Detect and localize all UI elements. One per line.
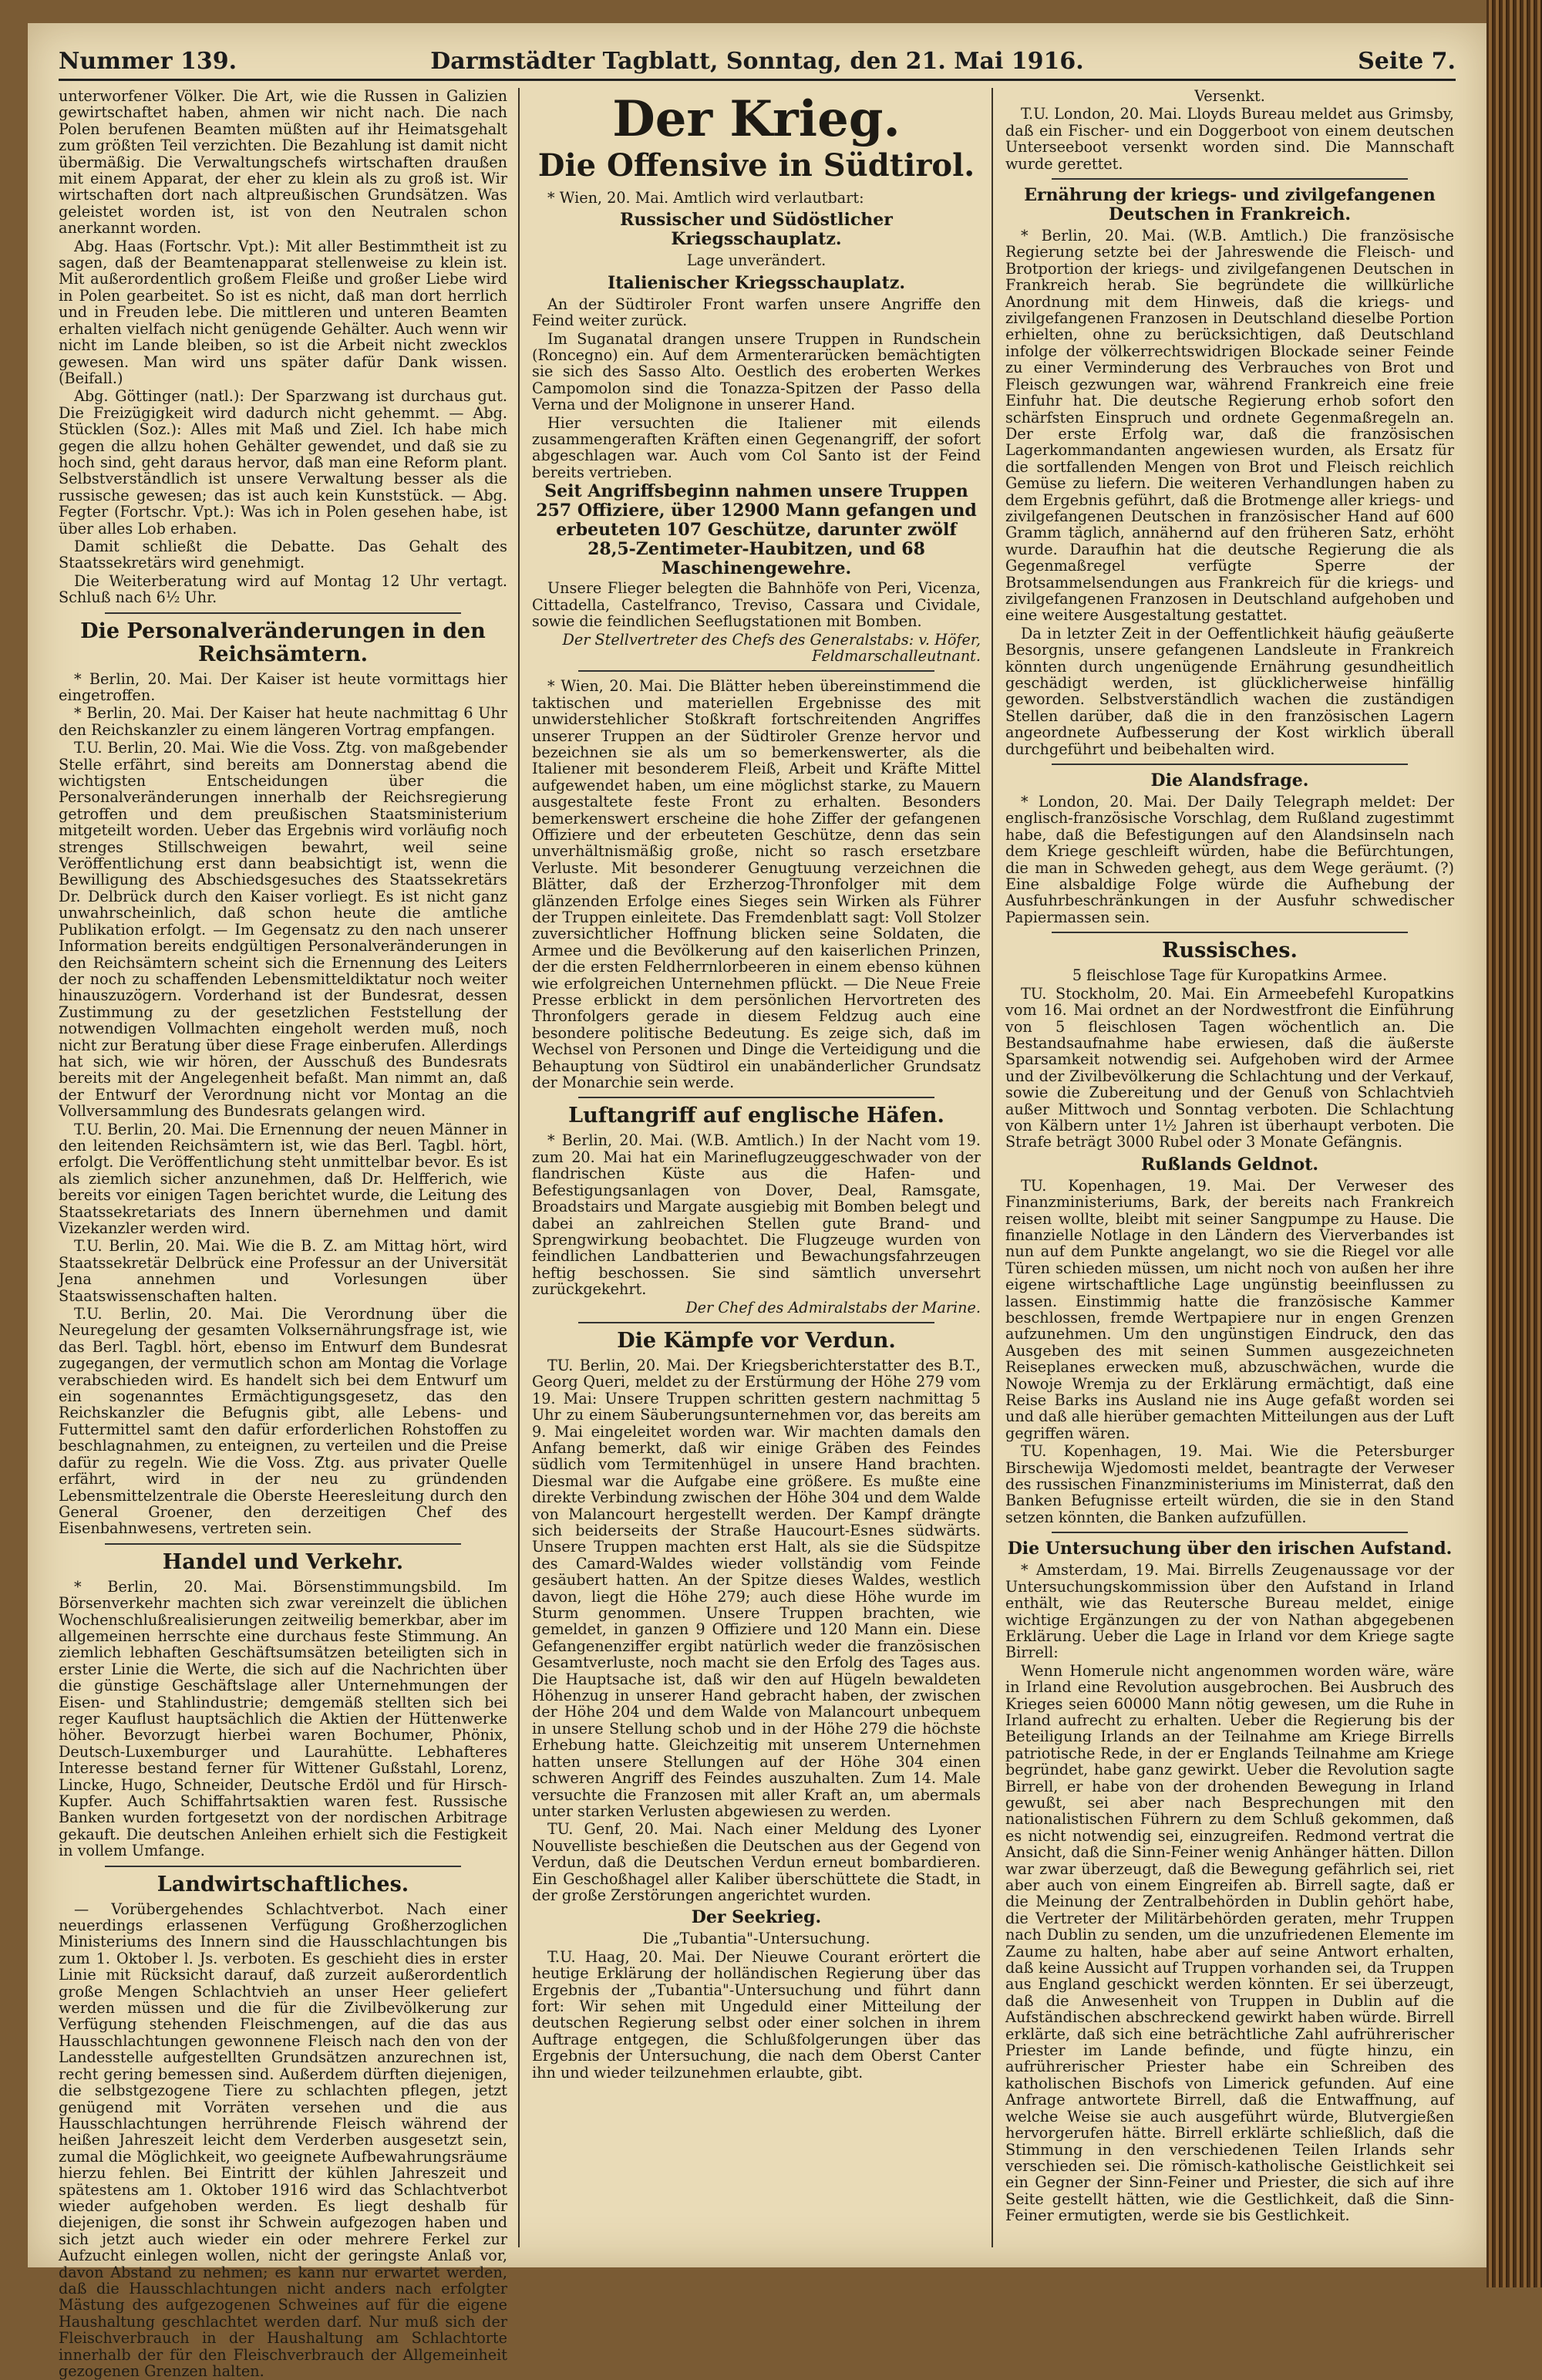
headline-verdun: Die Kämpfe vor Verdun. — [617, 1328, 896, 1353]
headline-aland: Die Alandsfrage. — [1150, 770, 1309, 791]
paragraph: Damit schließt die Debatte. Das Gehalt des Staatssekretärs wird genehmigt. — [59, 537, 507, 572]
column-3 — [1005, 88, 1454, 2247]
paragraph: * Amsterdam, 19. Mai. Birrells Zeugenaussage vor der Untersuchungskommission über den Aufstand in Irland enthält, wie das Reutersche Bureau meldet, einige wichtige Ergänzungen zu der von Nathan abgegebenen Erklärung. Ueber die Lage in Irland vor dem Kriege sagte Birrell: — [1005, 1561, 1454, 1662]
headline-eastern-front: Russischer und Südöstlicher Kriegsschauplatz. — [620, 210, 893, 250]
paragraph: * London, 20. Mai. Der Daily Telegraph meldet: Der englisch-französische Vorschlag, dem Rußland zugestimmt habe, daß die Befestigungen auf den Alandsinseln nach dem Kriege geschleift würden, habe die Befürchtungen, die man in Schweden gehegt, aus dem Wege geräumt. (?) Eine alsbaldige Folge würde die Aufhebung der Ausfuhrbeschränkungen in der Ausfuhr schwedischer Papiermassen sein. — [1005, 793, 1454, 926]
paragraph: * Berlin, 20. Mai. Der Kaiser hat heute nachmittag 6 Uhr den Reichskanzler zu einem längeren Vortrag empfangen. — [59, 704, 507, 739]
paragraph: * Berlin, 20. Mai. (W.B. Amtlich.) In der Nacht vom 19. zum 20. Mai hat ein Marineflugzeuggeschwader von der flandrischen Küste aus die Hafen- und Befestigungsanlagen von Dover, Deal, Ramsgate, Broadstairs und Margate ausgiebig mit Bomben belegt und dabei an zahlreichen Stellen gute Brand- und Sprengwirkung beobachtet. Die Flugzeuge wurden von feindlichen Landbatterien und Bewachungsfahrzeugen heftig beschossen. Sie sind sämtlich unversehrt zurückgekehrt. — [532, 1131, 981, 1299]
divider — [1052, 764, 1408, 765]
headline-prisoner-food: Ernährung der kriegs- und zivilgefangenen Deutschen in Frankreich. — [1024, 185, 1436, 225]
signature: Der Stellvertreter des Chefs des Generalstabs: v. Höfer, Feldmarschalleutnant. — [562, 630, 981, 665]
paragraph: * Berlin, 20. Mai. Der Kaiser ist heute vormittags hier eingetroffen. — [59, 669, 507, 704]
paragraph: TU. Kopenhagen, 19. Mai. Wie die Petersburger Birschewija Wjedomosti meldet, beantragte der Verweser des russischen Finanzministeriums im Ministerrat, daß den Banken Befugnisse erteilt würden, die sie in den Stand setzen könnten, die Banken aufzufüllen. — [1005, 1442, 1454, 1526]
signature: Der Chef des Admiralstabs der Marine. — [685, 1298, 981, 1316]
paragraph: T.U. London, 20. Mai. Lloyds Bureau meldet aus Grimsby, daß ein Fischer- und ein Doggerboot von einem deutschen Unterseeboot versenkt worden sind. Die Mannschaft wurde gerettet. — [1005, 105, 1454, 173]
divider — [578, 1097, 934, 1098]
paragraph: An der Südtiroler Front warfen unsere Angriffe den Feind weiter zurück. — [532, 295, 981, 330]
divider — [1052, 178, 1408, 180]
paragraph: TU. Berlin, 20. Mai. Der Kriegsberichterstatter des B.T., Georg Queri, meldet zu der Erstürmung der Höhe 279 vom 19. Mai: Unsere Truppen schritten gestern nachmittag 5 Uhr zu einem Säuberungsunternehmen vor, das bereits am 9. Mai eingeleitet worden war. Wir machten damals den Anfang bemerkt, daß wir einige Gräben des Feindes südlich vom Termitenhügel in unsere Hand brachten. Diesmal war die Aufgabe eine größere. Es mußte eine direkte Verbindung zwischen der Höhe 304 und dem Walde von Malancourt hergestellt werden. Der Kampf drängte sich beiderseits der Straße Haucourt-Esnes südwärts. Unsere Truppen machten erst Halt, als sie die Südspitze des Camard-Waldes wieder vollständig vom Feinde gesäubert hatten. An der Spitze dieses Waldes, westlich davon, liegt die Höhe 279; auch diese Höhe wurde im Sturm genommen. Unsere Truppen brachten, wie gemeldet, in ganzen 9 Offiziere und 120 Mann ein. Diese Gefangenenziffer ergibt natürlich weder die französischen Gesamtverluste, noch macht sie den Erfolg des Tages aus. Die Hauptsache ist, daß wir den auf Hügeln bewaldeten Höhenzug in unserer Hand gebracht haben, der zwischen der Höhe 204 und dem Walde von Malancourt unbequem in unsere Stellung schob und in der Höhe 279 die höchste Erhebung hatte. Gleichzeitig mit unserem Unternehmen hatten unsere Stellungen auf der Höhe 304 einen schweren Angriff des Feindes auszuhalten. Zum 14. Male versuchte die Franzosen mit aller Kraft an, um abermals unter starken Verlusten abgewiesen zu werden. — [532, 1356, 981, 1820]
paragraph: * Berlin, 20. Mai. Börsenstimmungsbild. Im Börsenverkehr machten sich zwar vereinzelt die üblichen Wochenschlußrealisierungen zeitweilig bemerkbar, aber im allgemeinen herrschte eine durchaus feste Stimmung. An ziemlich lebhaften Geschäftsumsätzen beteiligten sich in erster Linie die Werte, die sich auf die Nachrichten über die günstige Geschäftslage aller Unternehmungen der Eisen- und Stahlindustrie; demgemäß stellten sich bei reger Kauflust hauptsächlich die Aktien der Hüttenwerke höher. Bevorzugt hierbei waren Bochumer, Phönix, Deutsch-Luxemburger und Laurahütte. Lebhafteres Interesse bestand ferner für Wittener Gußstahl, Lorenz, Lincke, Hugo, Schneider, Deutsche Erdöl und für Hirsch-Kupfer. Auch Schiffahrtsaktien waren fest. Russische Banken wurden fortgesetzt von der nordischen Arbitrage gekauft. Die deutschen Anleihen erhielt sich die Festigkeit in vollem Umfange. — [59, 1577, 507, 1860]
headline-trade: Handel und Verkehr. — [162, 1549, 404, 1574]
headline-irish-uprising: Die Untersuchung über den irischen Aufstand. — [1007, 1539, 1453, 1559]
headline-agriculture: Landwirtschaftliches. — [157, 1872, 409, 1896]
paragraph: * Berlin, 20. Mai. (W.B. Amtlich.) Die französische Regierung setzte bei der Jahreswende die Fleisch- und Brotportion der kriegs- und zivilgefangenen Deutschen in Frankreich herab. Sie begründete die willkürliche Anordnung mit dem Hinweis, daß die kriegs- und zivilgefangenen Franzosen in Deutschland dieselbe Portion erhielten, ohne zu berücksichtigen, daß Deutschland infolge der völkerrechtswidrigen Blockade seiner Feinde zu einer Verminderung des Verbrauches von Brot und Fleisch gezwungen war, während Frankreich eine freie Einfuhr hat. Die deutsche Regierung erhob sofort den schärfsten Einspruch und ordnete Gegenmaßregeln an. Der erste Erfolg war, daß die französischen Lagerkommandanten angewiesen wurden, als Ersatz für die sortfallenden Mengen von Brot und Fleisch reichlich Gemüse zu liefern. Die weiteren Verhandlungen haben zu dem Ergebnis geführt, daß die Brotmenge aller kriegs- und zivilgefangenen Deutschen in französischer Hand auf 600 Gramm täglich, annähernd auf den früheren Satz, erhöht wurde. Daraufhin hat die deutsche Regierung die als Gegenmaßregel verfügte Sperre der Brotsammelsendungen aus Frankreich für die kriegs- und zivilgefangenen Franzosen in Deutschland aufgehoben und eine weitere Ausgestaltung gestattet. — [1005, 227, 1454, 625]
paragraph: Abg. Göttinger (natl.): Der Sparzwang ist durchaus gut. Die Freizügigkeit wird dadurch nicht gehemmt. — Abg. Stücklen (Soz.): Alles mit Maß und Ziel. Ich habe mich gegen die allzu hohen Gehälter gewendet, und daß sie zu hoch sind, geht daraus hervor, daß man eine Reform plant. Selbstverständlich ist unsere Verwaltung besser als die russische gewesen; das ist auch kein Kunststück. — Abg. Fegter (Fortschr. Vpt.): Was ich in Polen gesehen habe, ist über alles Lob erhaben. — [59, 387, 507, 538]
paragraph: T.U. Haag, 20. Mai. Der Nieuwe Courant erörtert die heutige Erklärung der holländischen Regierung über das Ergebnis der „Tubantia"-Untersuchung und führt dann fort: Wir sehen mit Ungeduld einer Mitteilung der deutschen Regierung selbst oder einer solchen in ihrem Auftrage entgegen, die Schlußfolgerungen über das Ergebnis der Untersuchung, die nach dem Oberst Canter ihn und wieder teilzunehmen erlaubte, gibt. — [532, 1947, 981, 2082]
highlight-paragraph: Seit Angriffsbeginn nahmen unsere Truppen 257 Offiziere, über 12900 Mann gefangen und erbeuteten 107 Geschütze, darunter zwölf 28,5-Zentimeter-Haubitzen, und 68 Maschinengewehre. — [536, 481, 977, 579]
page-header — [59, 42, 1456, 81]
paragraph: — Vorübergehendes Schlachtverbot. Nach einer neuerdings erlassenen Verfügung Großherzoglichen Ministeriums des Innern sind die Hausschlachtungen bis zum 1. Oktober l. Js. verboten. Es geschieht dies in erster Linie mit Rücksicht darauf, daß zurzeit außerordentlich große Mengen Schlachtvieh an unser Heer geliefert werden müssen und die für die Zivilbevölkerung zur Verfügung stehenden Fleischmengen, auf die das aus Hausschlachtungen gewonnene Fleisch nach den von der Landesstelle aufgestellten Grundsätzen anzurechnen ist, recht gering bemessen sind. Außerdem dürften diejenigen, die selbstgezogene Tiere zu schlachten pflegen, jetzt genügend mit Vorräten versehen und die aus Hausschlachtungen herrührende Fleisch während der heißen Jahreszeit leicht dem Verderben ausgesetzt sein, zumal die Möglichkeit, wo geeignete Aufbewahrungsräume hierzu fehlen. Bei Eintritt der kühlen Jahreszeit und spätestens am 1. Oktober 1916 wird das Schlachtverbot wieder aufgehoben werden. Es liegt deshalb für diejenigen, die sonst ihr Schwein aufgezogen haben und sich jetzt auch wieder ein oder mehrere Ferkel zur Aufzucht einlegen wollen, nicht der geringste Anlaß vor, davon Abstand zu nehmen; es kann nur erwartet werden, daß die Hausschlachtungen nicht anders nach erfolgter Mästung des aufgezogenen Schweines auf für die eigene Haushaltung geschlachtet werden darf. Nur muß sich der Fleischverbrauch in der Haushaltung am Schlachtorte innerhalb der für den Fleischverbrauch der Allgemeinheit gezogenen Grenzen halten. — [59, 1900, 507, 2380]
paragraph: Unsere Flieger belegten die Bahnhöfe von Peri, Vicenza, Cittadella, Castelfranco, Treviso, Cassara und Cividale, sowie die feindlichen Seeflugstationen mit Bomben. — [532, 579, 981, 631]
paragraph: unterworfener Völker. Die Art, wie die Russen in Galizien gewirtschaftet haben, ahmen wir nicht nach. Die nach Polen berufenen Beamten müßten auf ihr Heimatsgehalt zum größten Teil verzichten. Die Bezahlung ist damit nicht übermäßig. Die Verwaltungschefs wirtschaften draußen mit einem Apparat, der eher zu klein als zu groß ist. Wir wirtschaften dort nach altpreußischen Grundsätzen. Was geleistet worden ist, ist von den Neutralen schon anerkannt worden. — [59, 87, 507, 238]
divider — [1052, 1532, 1408, 1533]
book-binding — [1486, 0, 1542, 2287]
paragraph: T.U. Berlin, 20. Mai. Die Verordnung über die Neuregelung der gesamten Volksernährungsfrage ist, wie das Berl. Tagbl. hört, ebenso im Entwurf dem Bundesrat zugegangen, der vermutlich schon am Montag die Vorlage verabschieden wird. Es handelt sich bei dem Entwurf um ein sogenanntes Ermächtigungsgesetz, das den Reichskanzler die Befugnis gibt, alle Lebens- und Futtermittel samt den dafür erforderlichen Rohstoffen zu beschlagnahmen, zu enteignen, zu verteilen und die Preise dafür zu regeln. Wie die Voss. Ztg. aus privater Quelle erfährt, wird in der neu zu gründenden Lebensmittelzentrale die Oberste Heeresleitung durch den General Groener, den derzeitigen Chef des Eisenbahnwesens, vertreten sein. — [59, 1305, 507, 1538]
divider — [105, 612, 461, 614]
paragraph: T.U. Berlin, 20. Mai. Die Ernennung der neuen Männer in den leitenden Reichsämtern ist, wie das Berl. Tagbl. hört, erfolgt. Die Veröffentlichung steht unmittelbar bevor. Es ist als ziemlich sicher anzunehmen, daß Dr. Helfferich, wie bereits vor einigen Tagen berichtet wurde, die Leitung des Staatssekretariats des Innern übernehmen und damit Vizekanzler werden wird. — [59, 1120, 507, 1237]
paragraph: Da in letzter Zeit in der Oeffentlichkeit häufig geäußerte Besorgnis, unsere gefangenen Landsleute in Frankreich könnten durch ungenügende Ernährung gesundheitlich geschädigt werden, ist glücklicherweise hinfällig geworden. Selbstverständlich wachen die zuständigen Stellen darüber, daß die in den französischen Lagern angeordnete Aufbesserung der Kost wirklich überall durchgeführt und beibehalten wird. — [1005, 624, 1454, 758]
divider — [105, 1543, 461, 1545]
paragraph: Hier versuchten die Italiener mit eilends zusammengeraften Kräften einen Gegenangriff, der sofort abgeschlagen war. Auch vom Col Santo ist der Feind bereits vertrieben. — [532, 413, 981, 481]
subheading: Die „Tubantia"-Untersuchung. — [642, 1930, 870, 1948]
paragraph: T.U. Berlin, 20. Mai. Wie die Voss. Ztg. von maßgebender Stelle erfährt, sind bereits am Donnerstag abend die wichtigsten Entscheidungen über die Personalveränderungen innerhalb der Reichsregierung getroffen und dem preußischen Staatsministerium mitgeteilt worden. Ueber das Ergebnis wird vorläufig noch strenges Stillschweigen bewahrt, weil seine Veröffentlichung erst dann beabsichtigt ist, wenn die Bewilligung des Abschiedsgesuches des Staatssekretärs Dr. Delbrück durch den Kaiser vorliegt. Es ist nicht ganz unwahrscheinlich, daß schon heute die amtliche Publikation erfolgt. — Im Gegensatz zu den nach unserer Information bereits endgültigen Personalveränderungen in den Reichsämtern scheint sich die Ernennung des Leiters der noch zu schaffenden Lebensmitteldiktatur noch weiter hinauszuzögern. Vorderhand ist der Bundesrat, dessen Zustimmung zu der gesetzlichen Feststellung der notwendigen Vollmachten eingeholt werden muß, noch nicht zur Beratung über diese Frage einberufen. Allerdings hat sich, wie wir hören, der Ausschuß des Bundesrats bereits mit der Angelegenheit befaßt. Man nimmt an, daß der Entwurf der Verordnung nicht vor Montag an die Vollversammlung des Bundesrats gelangen wird. — [59, 739, 507, 1121]
newspaper-page — [28, 23, 1486, 2380]
paragraph: * Wien, 20. Mai. Die Blätter heben übereinstimmend die taktischen und materiellen Ergebnisse des mit unwiderstehlicher Stoßkraft fortschreitenden Angriffes unserer Truppen an der Südtiroler Grenze hervor und bezeichnen sie als um so bemerkenswerter, als die Italiener mit besonderem Fleiß, Arbeit und Kräfte Mittel aufgewendet haben, um eine möglichst starke, zu Mauern ausgestaltete feste Front zu erhalten. Besonders bemerkenswert erscheine die hohe Ziffer der gefangenen Offiziere und der erbeuteten Geschütze, denn das sein unverhältnismäßig große, nicht so rasch ersetzbare Verluste. Mit besonderer Genugtuung verzeichnen die Blätter, daß der Erzherzog-Thronfolger mit dem glänzenden Erfolge eines Sieges sein Wirken als Führer der Truppen einleitete. Das Fremdenblatt sagt: Voll Stolzer zuversichtlicher Hoffnung blicken seine Soldaten, die Armee und die Bevölkerung auf den kaiserlichen Prinzen, der die ersten Feldherrnlorbeeren in einem ebenso kühnen wie erfolgreichen Unternehmen pflückt. — Die Neue Freie Presse erblickt in dem persönlichen Hervortreten des Thronfolgers gerade in diesem Feldzug auch eine besondere politische Bedeutung. Es zeige sich, daß im Wechsel von Personen und Dinge die Verteidigung und die Behauptung von Südtirol ein unabänderlicher Grundsatz der Monarchie sein werde. — [532, 677, 981, 1092]
paragraph: T.U. Berlin, 20. Mai. Wie die B. Z. am Mittag hört, wird Staatssekretär Delbrück eine Professur an der Universität Jena annehmen und Vorlesungen über Staatswissenschaften halten. — [59, 1237, 507, 1305]
column-1 — [59, 87, 507, 2380]
column-2 — [532, 88, 981, 2247]
headline-russian: Russisches. — [1162, 939, 1298, 963]
issue-number: Nummer 139. — [59, 48, 237, 75]
page-number: Seite 7. — [1358, 48, 1456, 75]
masthead-date: Darmstädter Tagblatt, Sonntag, den 21. Mai 1916. — [430, 48, 1084, 75]
divider — [105, 1866, 461, 1867]
paragraph: TU. Kopenhagen, 19. Mai. Der Verweser des Finanzministeriums, Bark, der bereits nach Frankreich reisen wollte, bleibt mit seiner Sangpumpe zu Hause. Die finanzielle Notlage in den Ländern des Vierverbandes ist nun auf dem Punkte angelangt, wo sie die Riegel vor alle Türen schieden müssen, um nicht noch von außen her ihre eigene wirtschaftliche Lage ungünstig beeinflussen zu lassen. Einstimmig hatte die französische Kammer beschlossen, fremde Wertpapiere nur in engen Grenzen aufzunehmen. Um den ungünstigen Eindruck, den das Ausgeben des mit seinen Summen ausgezeichneten Reiseplanes erwecken muß, abzuschwächen, wurde die Nowoje Wremja zu der Erklärung ermächtigt, daß eine Reise Barks ins Ausland nie ins Auge gefaßt worden sei und daß alle hierüber gemachten Mitteilungen aus der Luft gegriffen wären. — [1005, 1176, 1454, 1442]
paragraph: Abg. Haas (Fortschr. Vpt.): Mit aller Bestimmtheit ist zu sagen, daß der Beamtenapparat stellenweise zu klein ist. Mit außerordentlich großem Fleiße und großer Liebe wird in Polen gearbeitet. So ist es nicht, daß man dort herrlich und in Freuden lebe. Die mittleren und unteren Beamten erhalten vielfach nicht genügende Gehälter. Auch wenn wir nicht im Lande bleiben, so ist die Arbeit nicht zwecklos gewesen. Man wird uns später dafür Dank wissen. (Beifall.) — [59, 237, 507, 387]
paragraph: Wenn Homerule nicht angenommen worden wäre, wäre in Irland eine Revolution ausgebrochen. Bei Ausbruch des Krieges seien 60000 Mann nötig gewesen, um die Ruhe in Irland aufrecht zu erhalten. Ueber die Regierung bis der Beteiligung Irlands an der Teilnahme am Kriege Birrells patriotische Rede, in der er Englands Teilnahme am Kriege begründet, habe ganz gewirkt. Ueber die Revolution sagte Birrell, er habe von der drohenden Bewegung in Irland gewußt, sei aber nach Besprechungen mit den nationalistischen Führern zu dem Schluß gekommen, daß es nicht notwendig sei, einzugreifen. Redmond vertrat die Ansicht, daß die Sinn-Feiner wenig Anhänger hätten. Dillon war zwar überzeugt, daß die Bewegung gefährlich sei, riet aber auch von einem Eingreifen ab. Birrell sagte, daß er die Meinung der Zentralbehörden in Dublin gehört habe, die Vertreter der Militärbehörden geraten, mehr Truppen nach Dublin zu senden, um die unzufriedenen Elemente im Zaume zu halten, habe aber auf seine Antwort erhalten, daß keine Aussicht auf Truppen vorhanden sei, da Truppen aus England geschickt werden könnten. Er sei überzeugt, daß die Anwesenheit von Truppen in Dublin auf die Aufständischen abschreckend gewirkt haben würde. Birrell erklärte, daß sich eine beträchtliche Zahl aufrührerischer Priester im Lande befinde, und fügte hinzu, ein aufrührerischer Priester habe ein Schreiben des katholischen Bischofs von Limerick gefunden. Auf eine Anfrage antwortete Birrell, daß die Entwaffnung, auf welche Weise sie auch ausgeführt würde, Blutvergießen hervorgerufen hätte. Birrell erklärte schließlich, daß die Stimmung in den verschiedenen Teilen Irlands sehr verschieden sei. Die römisch-katholische Geistlichkeit sei ein Gegner der Sinn-Feiner und Priester, die sich auf ihre Seite gestellt hätten, wie die Gestlichkeit, daß die Sinn-Feiner ermutigten, werde sie bis Gestlichkeit. — [1005, 1661, 1454, 2225]
paragraph: * Wien, 20. Mai. Amtlich wird verlautbart: — [547, 189, 864, 207]
main-title: Der Krieg. — [612, 90, 901, 148]
paragraph: TU. Stockholm, 20. Mai. Ein Armeebefehl Kuropatkins vom 16. Mai ordnet an der Nordwestfront die Einführung von 5 fleischlosen Tagen wöchentlich an. Die Bestandsaufnahme habe erwiesen, daß die äußerste Sparsamkeit notwendig sei. Aufgehoben wird der Armee und der Zivilbevölkerung die Schlachtung und der Verkauf, sowie die Zubereitung und der Genuß von Schlachtvieh außer Mittwoch und Sonntag verboten. Die Schlachtung von Kälbern unter 1½ Jahren ist überhaupt verboten. Die Strafe beträgt 3000 Rubel oder 3 Monate Gefängnis. — [1005, 984, 1454, 1151]
headline-air-raid: Luftangriff auf englische Häfen. — [568, 1104, 944, 1128]
divider — [578, 1322, 934, 1323]
column-rule-2 — [992, 88, 993, 2247]
paragraph: Im Suganatal drangen unsere Truppen in Rundschein (Roncegno) ein. Auf dem Armenterarücken bemächtigten sie sich des Sasso Alto. Oestlich des eroberten Werkes Campomolon sind die Tonazza-Spitzen der Passo della Verna und der Molignone in unserer Hand. — [532, 329, 981, 414]
headline-naval-war: Der Seekrieg. — [691, 1907, 822, 1928]
main-subtitle: Die Offensive in Südtirol. — [537, 147, 975, 184]
headline-russia-money: Rußlands Geldnot. — [1140, 1154, 1319, 1175]
paragraph: Die Weiterberatung wird auf Montag 12 Uhr vertagt. Schluß nach 6½ Uhr. — [59, 571, 507, 607]
headline-italian-front: Italienischer Kriegsschauplatz. — [608, 272, 905, 293]
subheading: Versenkt. — [1194, 87, 1265, 105]
paragraph: TU. Genf, 20. Mai. Nach einer Meldung des Lyoner Nouvelliste beschießen die Deutschen aus der Gegend von Verdun, daß die Deutschen Verdun erneut bombardieren. Ein Geschoßhagel aller Kaliber überschüttete die Stadt, in der große Zerstörungen angerichtet wurden. — [532, 1820, 981, 1904]
divider — [578, 670, 934, 672]
column-rule-1 — [518, 88, 520, 2247]
paragraph: Lage unverändert. — [686, 251, 827, 270]
headline-personnel: Die Personalveränderungen in den Reichsämtern. — [80, 619, 486, 666]
subheading: 5 fleischlose Tage für Kuropatkins Armee. — [1072, 966, 1388, 985]
divider — [1052, 932, 1408, 933]
